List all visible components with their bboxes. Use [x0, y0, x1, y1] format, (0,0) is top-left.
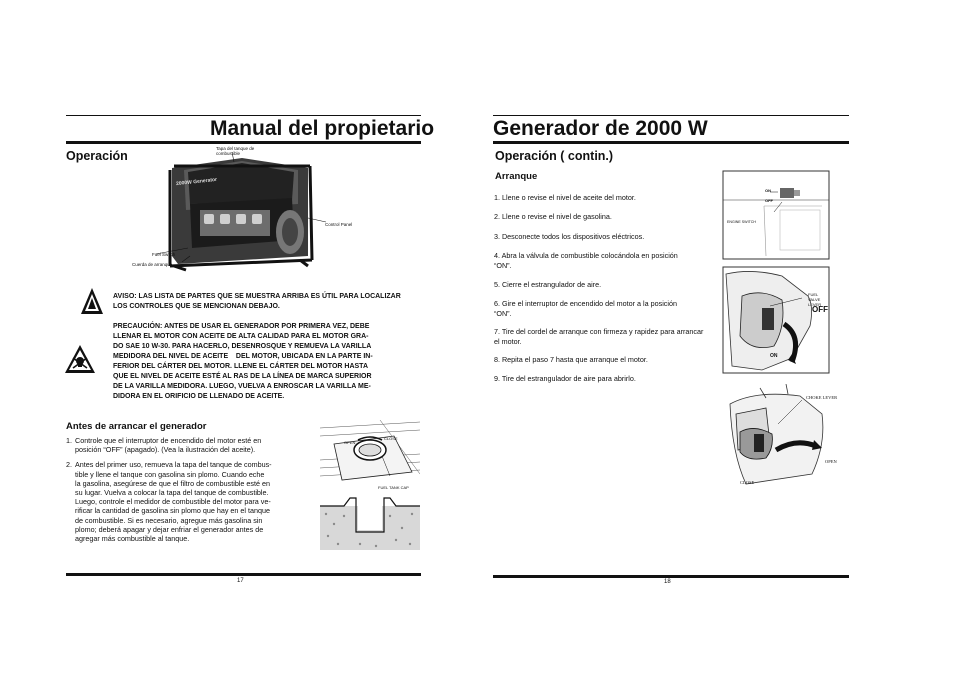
label-engine-on: ON [765, 188, 771, 193]
step-line: la gasolina, asegúrese de que el filtro de combustible esté en [75, 478, 270, 488]
page-title-left: Manual del propietario [210, 117, 435, 140]
step-line: su lugar. Vuelva a colocar la tapa del tanque de combustible. [75, 488, 269, 498]
page-number-left: 17 [237, 578, 244, 584]
list-item: 2. Llene o revise el nivel de gasolina. [494, 212, 612, 221]
list-item: 3. Desconecte todos los dispositivos eléctricos. [494, 232, 645, 241]
caution-line: MEDIDORA DEL NIVEL DE ACEITE DEL MOTOR, UBICADA EN LA PARTE IN- [113, 353, 373, 360]
label-fuel-tank-cap: FUEL TANK CAP [378, 485, 409, 490]
label-fuel-cap: Tapa del tanque de combustible [216, 146, 255, 156]
label-fuel-on: ON [770, 353, 778, 359]
warning-triangle-icon [80, 287, 104, 315]
step-line: posición “OFF” (apagado). (Vea la ilustración del aceite). [75, 445, 256, 455]
label-fuel-switch: Fuel Switch [152, 252, 176, 257]
warning-notice: AVISO: LAS LISTA DE PARTES QUE SE MUESTRA ARRIBA ES ÚTIL PARA LOCALIZAR LOS CONTROLES QUE SE MENCIONAN DEBAJO. [113, 293, 401, 310]
step-number: 2. [66, 460, 72, 470]
list-item: 6. Gire el interruptor de encendido del motor a la posición “ON”. [494, 299, 677, 318]
label-choke-open: OPEN [825, 459, 837, 464]
step-line: Antes del primer uso, remueva la tapa del tanque de combus- [75, 460, 272, 470]
caution-line: FERIOR DEL CÁRTER DEL MOTOR. LLENE EL CÁRTER DEL MOTOR HASTA [113, 363, 368, 370]
before-start-steps [66, 436, 318, 549]
step-line: plomo; deberá apagar y dejar enfriar el generador antes de [75, 524, 264, 534]
page-title-right: Generador de 2000 W [493, 117, 708, 140]
caution-line: PRECAUCIÓN: ANTES DE USAR EL GENERADOR POR PRIMERA VEZ, DEBE [113, 323, 370, 330]
step-line: tible y llene el tanque con gasolina sin plomo. Cuando eche [75, 469, 265, 479]
label-fuel-off: OFF [812, 305, 828, 314]
label-starter-cord: Cuerda de arranque [132, 262, 173, 267]
page-number-right: 18 [664, 579, 671, 585]
label-choke-lever: CHOKE LEVER [806, 395, 838, 400]
caution-line: DE LA VARILLA MEDIDORA. LUEGO, VUELVA A ENROSCAR LA VARILLA ME- [113, 383, 371, 390]
section-title-operacion-contin: Operación ( contin.) [495, 149, 614, 163]
engine-switch-figure [722, 170, 830, 260]
header-rule-left [66, 115, 421, 116]
list-item: 7. Tire del cordel de arranque con firmeza y rapidez para arrancar el motor. [494, 327, 704, 346]
subsection-title-antes: Antes de arrancar el generador [66, 421, 207, 432]
label-control-panel: Control Panel [325, 222, 353, 227]
label-engine-off: OFF [765, 198, 773, 203]
header-underline-right [493, 141, 849, 144]
step-number: 1. [66, 436, 72, 445]
label-close: CLOSE [384, 436, 398, 441]
label-engine-switch: ENGINE SWITCH [727, 220, 756, 224]
list-item: 5. Cierre el estrangulador de aire. [494, 280, 602, 289]
caution-line: QUE EL NIVEL DE ACEITE ESTÉ AL RAS DE LA LÍNEA DE MARCA SUPERIOR [113, 373, 372, 380]
subsection-title-arranque: Arranque [495, 171, 538, 182]
label-choke-close: CLOSE [740, 480, 755, 485]
list-item: 8. Repita el paso 7 hasta que arranque el motor. [494, 355, 648, 364]
footer-rule-right [493, 575, 849, 578]
step-line: Luego, controle el medidor de combustible del motor para ve- [75, 497, 271, 507]
skull-crossbones-icon [64, 344, 96, 374]
label-open: OPEN [344, 440, 356, 445]
step-line: Controle que el interruptor de encendido del motor esté en [75, 436, 262, 445]
footer-rule-left [66, 573, 421, 576]
caution-block [113, 322, 413, 402]
generator-brand-text: 2000W Generator [175, 176, 218, 188]
section-title-operacion: Operación [66, 149, 128, 163]
list-item: 1. Llene o revise el nivel de aceite del motor. [494, 193, 636, 202]
caution-line: DIDORA EN EL ORIFICIO DE LLENADO DE ACEITE. [113, 393, 285, 400]
caution-line: LLENAR EL MOTOR CON ACEITE DE ALTA CALIDAD PARA EL MOTOR GRA- [113, 333, 369, 340]
step-line: rificar la cantidad de gasolina sin plomo que hay en el tanque [75, 506, 270, 516]
list-item [66, 436, 318, 454]
step-line: agregar más combustible al tanque. [75, 534, 190, 544]
list-item [66, 460, 318, 543]
list-item: 9. Tire del estrangulador de aire para abrirlo. [494, 374, 636, 383]
header-rule-right [493, 115, 849, 116]
list-item: 4. Abra la válvula de combustible colocándola en posición “ON”. [494, 251, 678, 270]
step-line: de combustible. Si es necesario, agregue más gasolina sin [75, 515, 263, 525]
caution-line: DO SAE 10 W-30. PARA HACERLO, DESENROSQUE Y REMUEVA LA VARILLA [113, 343, 372, 350]
label-fuel-valve-lever: FUEL VALVE LEVER [808, 292, 822, 307]
